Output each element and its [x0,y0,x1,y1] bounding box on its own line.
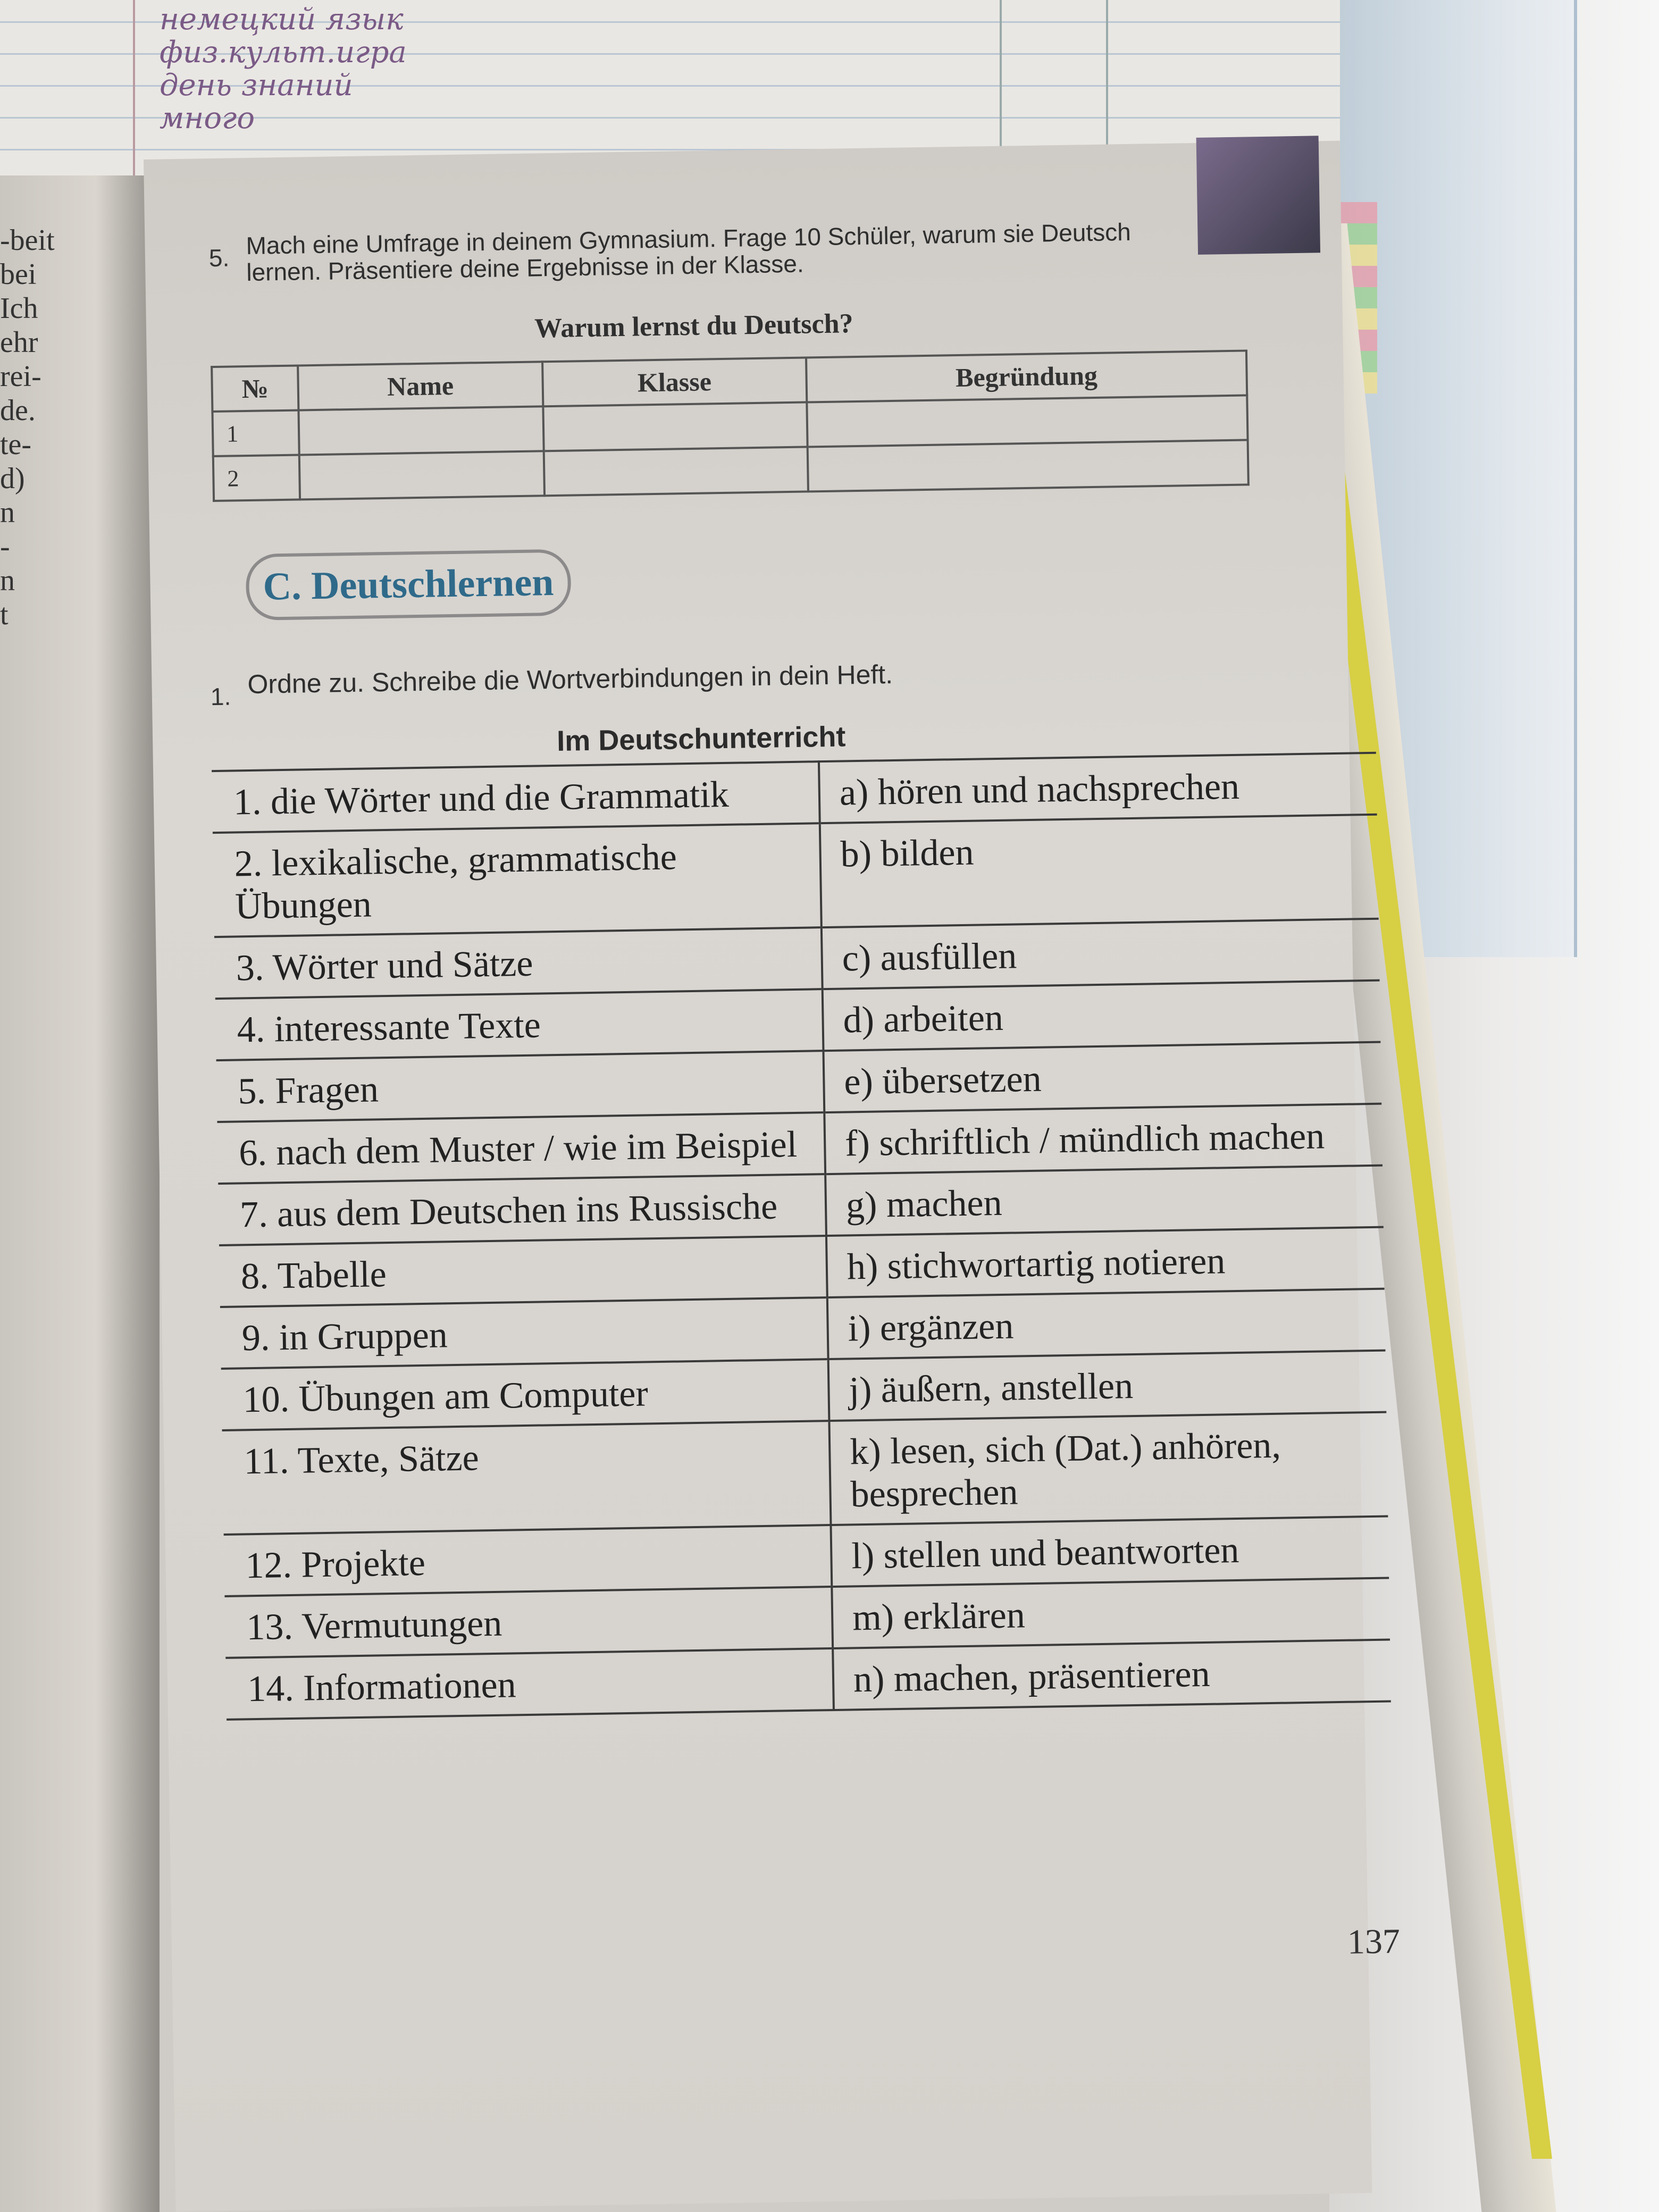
matching-right: k) lesen, sich (Dat.) anhören, besprechen [829,1412,1388,1525]
survey-header-class: Klasse [542,357,807,406]
handwriting-line: немецкий язык [160,2,404,37]
survey-cell [807,395,1247,447]
matching-left: 4. interessante Texte [215,989,824,1060]
notebook-margin [133,0,135,175]
left-page-text [0,223,64,632]
left-line: bei [0,258,37,291]
matching-right: b) bilden [820,815,1379,927]
matching-left: 13. Vermutungen [224,1587,833,1658]
left-page [0,0,160,2212]
exercise-1-text: Ordne zu. Schreibe die Wortverbindungen in dein Heft. [247,659,893,700]
survey-row-number: 1 [212,410,299,456]
textbook-page [144,141,1401,2212]
left-line: d) [0,462,25,495]
matching-row [222,1412,1388,1535]
left-line: -beit [0,224,55,257]
handwriting-line: физ.культ.игра [160,35,407,70]
matching-left: 9. in Gruppen [220,1297,828,1369]
matching-left: 5. Fragen [216,1051,825,1122]
survey-header-reason: Begründung [806,350,1247,402]
survey-cell [298,406,543,455]
left-line: t [0,598,9,631]
matching-row [213,815,1379,937]
matching-right: d) arbeiten [823,981,1381,1051]
page-number: 137 [1347,1922,1401,1962]
left-line: te- [0,428,32,461]
matching-left: 7. aus dem Deutschen ins Russische [218,1174,826,1245]
survey-cell [299,451,544,499]
left-line: n [0,564,15,597]
page-corner-shadow [1196,136,1320,255]
handwriting-line: день знаний [160,68,353,103]
matching-left: 1. die Wörter und die Grammatik [212,761,820,833]
matching-right: e) übersetzen [823,1042,1381,1112]
matching-left: 14. Informationen [225,1648,834,1720]
matching-right: i) ergänzen [827,1289,1386,1359]
matching-left: 8. Tabelle [219,1236,827,1307]
matching-left: 10. Übungen am Computer [221,1359,830,1430]
matching-left: 6. nach dem Muster / wie im Beispiel [217,1112,825,1184]
matching-right: j) äußern, anstellen [828,1351,1387,1421]
matching-right: g) machen [825,1166,1384,1236]
matching-table-title: Im Deutschunterricht [556,720,846,757]
survey-row-number: 2 [213,455,300,501]
left-line: - [0,530,10,563]
survey-header-name: Name [298,362,543,410]
survey-cell [543,447,808,496]
handwriting-line: много [160,101,255,136]
left-line: de. [0,394,36,427]
matching-right: c) ausfüllen [822,919,1380,989]
left-line: Ich [0,292,38,325]
survey-cell [543,402,807,451]
matching-table [212,752,1391,1721]
matching-right: l) stellen und beantworten [831,1516,1389,1587]
survey-header-number: № [212,365,298,412]
survey-cell [807,440,1248,491]
exercise-1-number: 1. [210,682,231,711]
left-line: rei- [0,360,41,393]
survey-table [211,349,1250,502]
left-line: n [0,496,15,529]
survey-table-title: Warum lernst du Deutsch? [534,308,853,344]
matching-left: 11. Texte, Sätze [222,1421,831,1535]
matching-right: h) stichwortartig notieren [826,1227,1385,1297]
exercise-5-text: Mach eine Umfrage in deinem Gymnasium. Frage 10 Schüler, warum sie Deutsch lernen. Präsentiere deine Ergebnisse in der Klasse. [246,217,1132,286]
matching-right: f) schriftlich / mündlich machen [824,1104,1382,1174]
matching-left: 12. Projekte [224,1525,832,1596]
matching-left: 2. lexikalische, grammatische Übungen [213,823,822,937]
matching-right: a) hören und nachsprechen [819,753,1377,823]
matching-right: n) machen, präsentieren [833,1640,1391,1710]
section-title: C. Deutschlernen [246,549,572,621]
handwriting [160,3,407,135]
exercise-5-number: 5. [208,244,230,272]
matching-left: 3. Wörter und Sätze [214,927,823,999]
left-line: ehr [0,326,38,359]
matching-right: m) erklären [832,1578,1390,1648]
